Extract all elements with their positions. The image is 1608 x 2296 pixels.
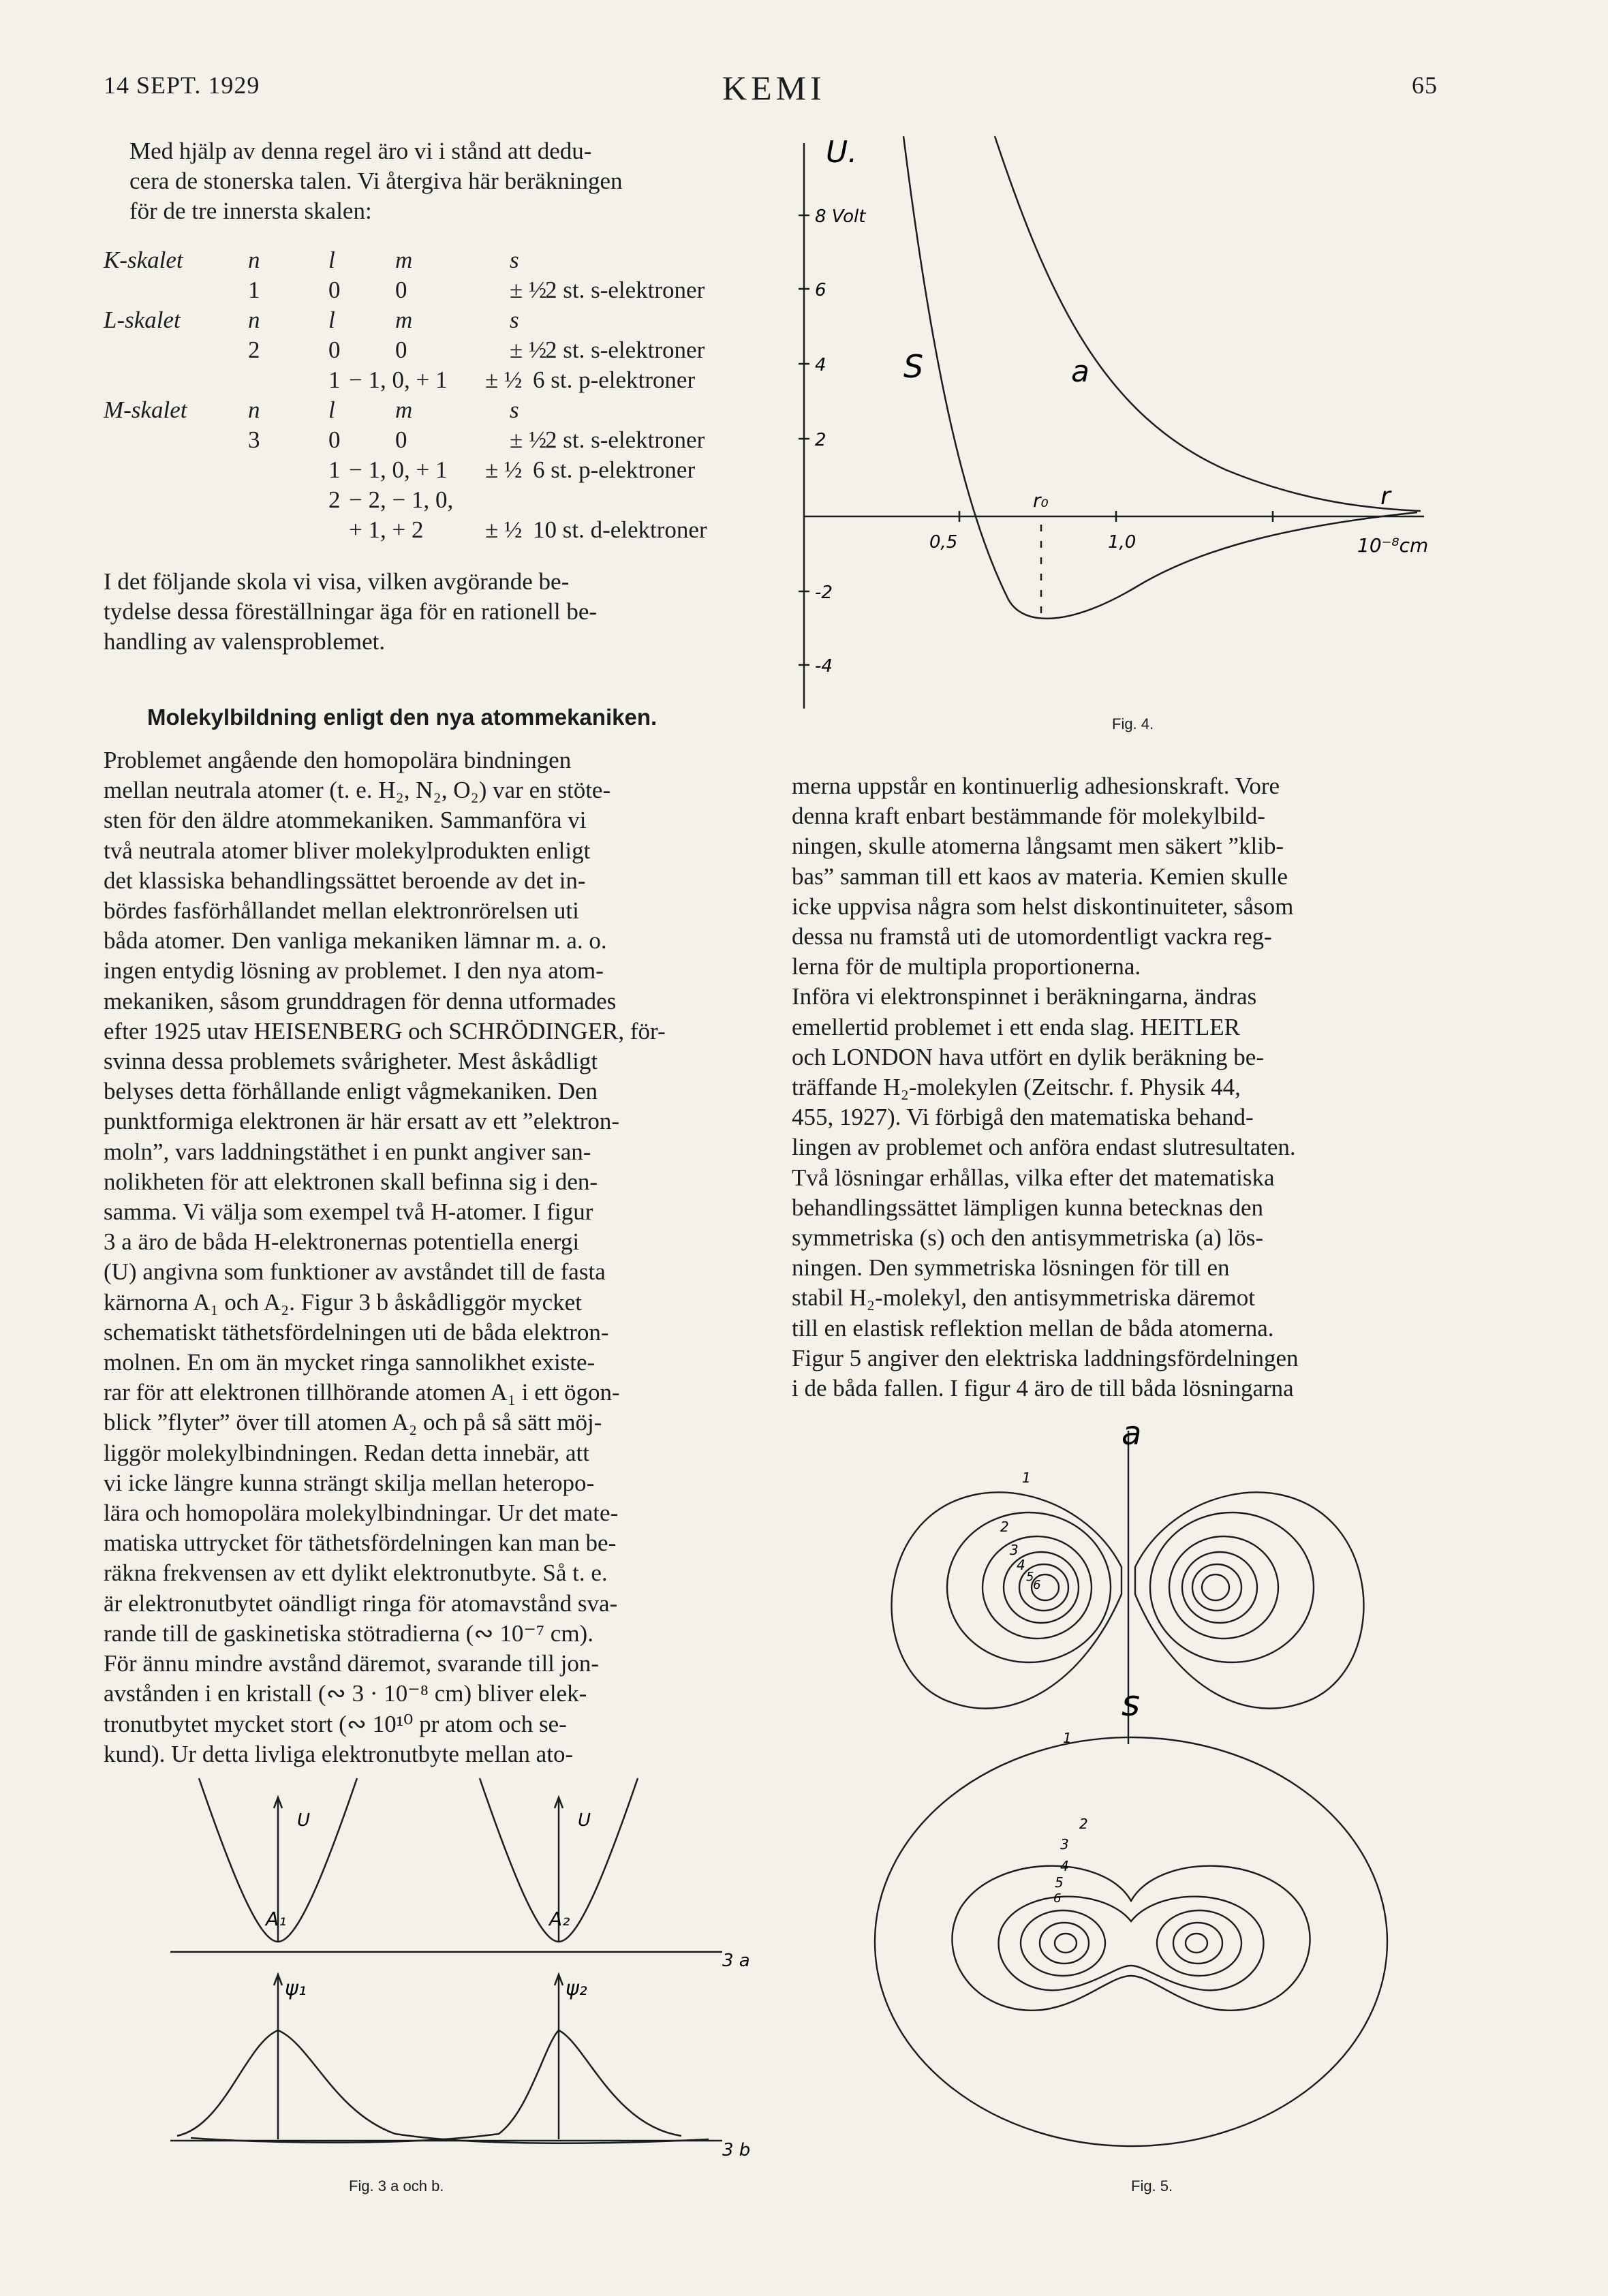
shell-table-cell-n: 1 — [248, 277, 260, 303]
shell-table-cell-desc: 2 st. s-elektroner — [545, 337, 705, 363]
fig4-tick-4: 4 — [815, 355, 826, 375]
fig4-xtick-05: 0,5 — [929, 532, 958, 553]
right-body-text: merna uppstår en kontinuerlig adhesionskraft. Vore denna kraft enbart bestämmande för molekylbild- ningen, skulle atomerna långsamt men säkert ”klib- bas” samman till ett kaos av materia. Kemien skulle icke uppvisa några som helst diskontinuiteter, såsom dessa nu framstå uti de utomordentligt vackra reg- lerna för de multipla proportionerna. Införa vi elektronspinnet i beräkningarna, ändras emellertid problemet i ett enda slag. HEITLER och LONDON hava utfört en dylik beräkning be- träffande H₂-molekylen (Zeitschr. f. Physik 44, 455, 1927). Vi förbigå den matematiska behand- lingen av problemet och anföra endast slutresultaten. Två lösningar erhållas, vilka efter det matematiska behandlingssättet lämpligen kunna betecknas den symmetriska (s) och den antisymmetriska (a) lös- ningen. Den symmetriska lösningen för till en stabil H₂-molekyl, den antisymmetriska däremot till en elastisk reflektion mellan de båda atomerna. Figur 5 angiver den elektriska laddningsfördelningen i de båda fallen. I figur 4 äro de till båda lösningarna — [792, 773, 1299, 1402]
figure-3-potential-density — [164, 1758, 763, 2167]
shell-table-cell-l: 1 — [328, 367, 341, 393]
fig4-xtick-10: 1,0 — [1108, 532, 1137, 553]
shell-table-cell-m: 0 — [395, 277, 407, 303]
shell-table-row — [104, 425, 758, 455]
shell-table-cell-m: + 1, + 2 — [349, 516, 424, 543]
shell-table-cell-m: 0 — [395, 337, 407, 363]
fig5a-contour-label-2: 2 — [1000, 1519, 1009, 1535]
shell-table-cell-l: l — [328, 307, 335, 333]
shell-table-cell-shell: L-skalet — [104, 307, 181, 333]
fig4-tick-2: 2 — [815, 430, 826, 450]
fig4-x-unit: 10⁻⁸cm — [1357, 534, 1429, 557]
shell-table-cell-n: 3 — [248, 426, 260, 453]
fig5s-contour-label-3: 3 — [1060, 1836, 1069, 1852]
shell-table-cell-s: ± ½ — [485, 516, 523, 543]
shell-table-cell-m: m — [395, 397, 413, 423]
shell-table-cell-s: s — [510, 397, 519, 423]
fig4-curve-s — [903, 136, 1417, 619]
shell-table-cell-n: n — [248, 247, 260, 273]
shell-table-cell-s: ± ½ — [510, 337, 547, 363]
shell-table-cell-desc: 2 st. s-elektroner — [545, 426, 705, 453]
fig5-title-s: s — [1122, 1684, 1141, 1724]
shell-table-cell-m: m — [395, 247, 413, 273]
shell-table-row — [104, 395, 758, 425]
shell-table-row — [104, 275, 758, 305]
fig4-caption: Fig. 4. — [1112, 715, 1154, 732]
fig5-caption: Fig. 5. — [1131, 2177, 1173, 2194]
intro-paragraph: Med hjälp av denna regel äro vi i stånd att dedu- cera de stonerska talen. Vi återgiva här beräkningen för de tre innersta skalen: — [129, 138, 623, 225]
figure-5-charge-distribution — [859, 1417, 1431, 2167]
shell-table-cell-s: ± ½ — [510, 277, 547, 303]
fig5a-contour-label-5: 5 — [1026, 1570, 1034, 1584]
fig5s-contour-label-5: 5 — [1055, 1874, 1064, 1891]
fig5s-contour-2 — [952, 1866, 1310, 2011]
shell-table-row — [104, 455, 758, 485]
shell-table-cell-desc: 2 st. s-elektroner — [545, 277, 705, 303]
fig5a-contour-label-1: 1 — [1022, 1470, 1031, 1486]
fig3a-u-label-1: U — [297, 1810, 311, 1831]
shell-table-row — [104, 485, 758, 515]
fig3a-label: 3 a — [722, 1951, 750, 1971]
fig4-tick-neg4: -4 — [815, 656, 833, 677]
shell-table-cell-m: − 1, 0, + 1 — [349, 456, 448, 483]
shell-table-cell-l: 2 — [328, 486, 341, 513]
shell-table-cell-s: ± ½ — [485, 367, 523, 393]
fig5s-contour-label-2: 2 — [1079, 1816, 1088, 1832]
figure-4-potential-plot — [784, 123, 1451, 722]
fig4-tick-6: 6 — [815, 280, 826, 300]
left-body-text: Problemet angående den homopolära bindningen mellan neutrala atomer (t. e. H₂, N₂, O₂) var en stöte- sten för den äldre atommekaniken. Sammanföra vi två neutrala atomer bliver molekylprodukten enligt det klassiska behandlingssättet beroende av det in- bördes fasförhållandet mellan elektronrörelsen uti båda atomer. Den vanliga mekaniken lämnar m. a. o. ingen entydig lösning av problemet. I den nya atom- mekaniken, såsom grunddragen för denna utformades efter 1925 utav HEISENBERG och SCHRÖDINGER, för- svinna dessa problemets svårigheter. Mest åskådligt belyses detta förhållande enligt vågmekaniken. Den punktformiga elektronen är här ersatt av ett ”elektron- moln”, vars laddningstäthet i en punkt angiver san- nolikheten för att elektronen skall befinna sig i den- samma. Vi välja som exempel två H-atomer. I figur 3 a äro de båda H-elektronernas potentiella energi (U) angivna som funktioner av avståndet till de fasta kärnorna A₁ och A₂. Figur 3 b åskådliggör mycket schematiskt täthetsfördelningen uti de båda elektron- molnen. En om än mycket ringa sannolikhet existe- rar för att elektronen tillhörande atomen A₁ i ett ögon- blick ”flyter” över till atomen A₂ och på så sätt möj- liggör molekylbindningen. Redan detta innebär, att vi icke längre kunna strängt skilja mellan heteropo- lära och homopolära molekylbindningar. Ur det mate- matiska uttrycket för täthetsfördelningen kan man be- räkna frekvensen av ett dylikt elektronutbyte. Så t. e. är elektronutbytet oändligt ringa för atomavstånd sva- rande till de gaskinetiska stötradierna (∾ 10⁻⁷ cm). För ännu mindre avstånd däremot, svarande till jon- avstånden i en kristall (∾ 3 · 10⁻⁸ cm) bliver elek- tronutbytet mycket stort (∾ 10¹⁰ pr atom och se- kund). Ur detta livliga elektronutbyte mellan ato- — [104, 747, 666, 1767]
header-date: 14 SEPT. 1929 — [104, 72, 260, 99]
shell-table-cell-l: 0 — [328, 277, 341, 303]
fig5s-contour-label-4: 4 — [1060, 1858, 1069, 1874]
fig4-curve-s-label: S — [903, 348, 924, 385]
fig5s-contour-label-1: 1 — [1063, 1730, 1072, 1746]
shell-table-row — [104, 365, 758, 395]
valence-paragraph: I det följande skola vi visa, vilken avgörande be- tydelse dessa föreställningar äga för en rationell be- handling av valensproblemet. — [104, 568, 598, 655]
fig3-caption: Fig. 3 a och b. — [349, 2177, 444, 2194]
shell-table-cell-n: n — [248, 307, 260, 333]
shell-table-cell-shell: K-skalet — [104, 247, 183, 273]
shell-table-cell-s: ± ½ — [510, 426, 547, 453]
shell-table-cell-l: 1 — [328, 456, 341, 483]
fig4-unit-label: 8 Volt — [815, 206, 866, 227]
fig3b-psi-1: ψ₁ — [285, 1976, 307, 2000]
fig3a-nucleus-2: A₂ — [549, 1908, 570, 1930]
fig5a-contour-1-right — [1135, 1492, 1363, 1708]
fig5a-contour-label-6: 6 — [1033, 1578, 1041, 1592]
fig3b-label: 3 b — [722, 2140, 751, 2160]
fig4-curve-a-label: a — [1071, 354, 1089, 389]
shell-table-cell-s: s — [510, 307, 519, 333]
shell-table-cell-n: 2 — [248, 337, 260, 363]
fig3b-density-2 — [191, 2030, 681, 2143]
shell-table-cell-m: − 2, − 1, 0, — [349, 486, 454, 513]
shell-table-cell-l: l — [328, 397, 335, 423]
fig3a-u-label-2: U — [578, 1810, 591, 1831]
fig5a-contour-label-3: 3 — [1010, 1542, 1019, 1558]
shell-table-cell-l: 0 — [328, 426, 341, 453]
shell-table-row — [104, 335, 758, 365]
fig5a-contour-label-4: 4 — [1017, 1557, 1025, 1573]
journal-title: KEMI — [722, 69, 826, 107]
shell-table-cell-s: s — [510, 247, 519, 273]
shell-table-cell-l: 0 — [328, 337, 341, 363]
shell-table-row — [104, 515, 758, 545]
page-number: 65 — [1412, 72, 1438, 99]
fig4-tick-neg2: -2 — [815, 583, 833, 603]
fig4-x-label: r — [1380, 482, 1391, 510]
shell-table-cell-m: − 1, 0, + 1 — [349, 367, 448, 393]
fig4-r0-label: r₀ — [1033, 489, 1049, 512]
shell-table-cell-shell: M-skalet — [104, 397, 187, 423]
shell-table-row — [104, 245, 758, 275]
shell-table-row — [104, 305, 758, 335]
fig4-curve-a — [995, 136, 1421, 511]
shell-table — [104, 245, 758, 559]
section-heading: Molekylbildning enligt den nya atommekaniken. — [147, 704, 658, 730]
shell-table-cell-desc: 6 st. p-elektroner — [533, 456, 696, 483]
fig3a-nucleus-1: A₁ — [266, 1908, 287, 1930]
shell-table-cell-m: m — [395, 307, 413, 333]
shell-table-cell-s: ± ½ — [485, 456, 523, 483]
shell-table-cell-desc: 6 st. p-elektroner — [533, 367, 696, 393]
shell-table-cell-l: l — [328, 247, 335, 273]
fig5s-contour-label-6: 6 — [1053, 1891, 1062, 1906]
fig3b-density-1 — [177, 2030, 709, 2143]
fig5-title-a: a — [1122, 1417, 1142, 1453]
fig3b-psi-2: ψ₂ — [566, 1976, 587, 2000]
shell-table-cell-n: n — [248, 397, 260, 423]
shell-table-cell-desc: 10 st. d-elektroner — [533, 516, 707, 543]
fig4-y-label: U. — [826, 135, 858, 170]
shell-table-cell-m: 0 — [395, 426, 407, 453]
